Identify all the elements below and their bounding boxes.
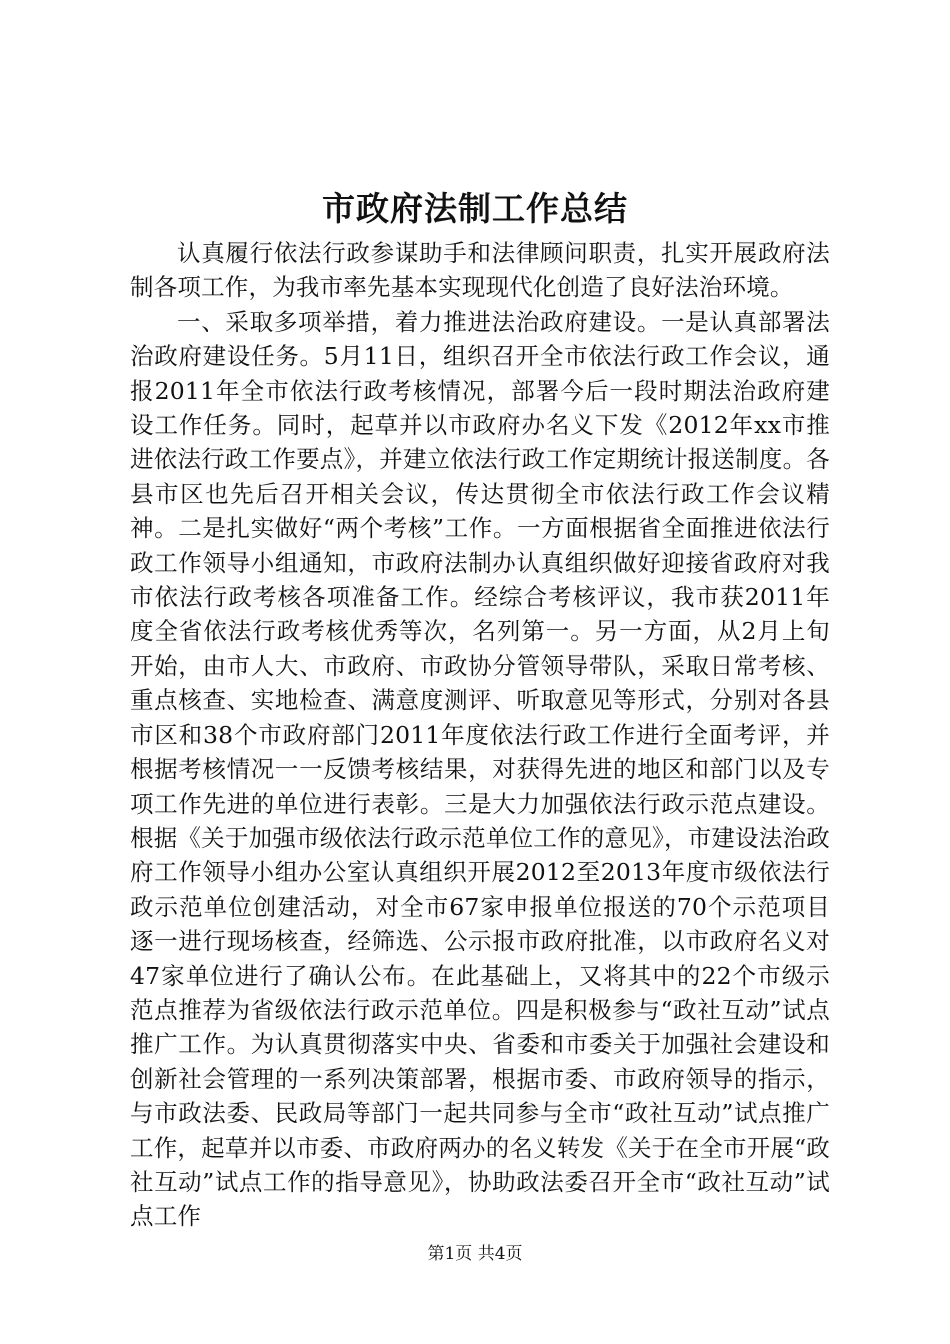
page-number-footer: 第1页 共4页 [427, 1244, 523, 1264]
paragraph-intro: 认真履行依法行政参谋助手和法律顾问职责，扎实开展政府法制各项工作，为我市率先基本实现现代化创造了良好法治环境。 [130, 239, 830, 302]
paragraph-section-one: 一、采取多项举措，着力推进法治政府建设。一是认真部署法治政府建设任务。5月11日，组织召开全市依法行政工作会议，通报2011年全市依法行政考核情况，部署今后一段时期法治政府建设工作任务。同时，起草并以市政府办名义下发《2012年xx市推进依法行政工作要点》，并建立依法行政工作定期统计报送制度。各县市区也先后召开相关会议，传达贯彻全市依法行政工作会议精神。二是扎实做好“两个考核”工作。一方面根据省全面推进依法行政工作领导小组通知，市政府法制办认真组织做好迎接省政府对我市依法行政考核各项准备工作。经综合考核评议，我市获2011年度全省依法行政考核优秀等次，名列第一。另一方面，从2月上旬开始，由市人大、市政府、市政协分管领导带队，采取日常考核、重点核查、实地检查、满意度测评、听取意见等形式，分别对各县市区和38个市政府部门2011年度依法行政工作进行全面考评，并根据考核情况一一反馈考核结果，对获得先进的地区和部门以及专项工作先进的单位进行表彰。三是大力加强依法行政示范点建设。根据《关于加强市级依法行政示范单位工作的意见》，市建设法治政府工作领导小组办公室认真组织开展2012至2013年度市级依法行政示范单位创建活动，对全市67家申报单位报送的70个示范项目逐一进行现场核查，经筛选、公示报市政府批准，以市政府名义对47家单位进行了确认公布。在此基础上，又将其中的22个市级示范点推荐为省级依法行政示范单位。四是积极参与“政社互动”试点推广工作。为认真贯彻落实中央、省委和市委关于加强社会建设和创新社会管理的一系列决策部署，根据市委、市政府领导的指示，与市政法委、民政局等部门一起共同参与全市“政社互动”试点推广工作，起草并以市委、市政府两办的名义转发《关于在全市开展“政社互动”试点工作的指导意见》，协助政法委召开全市“政社互动”试点工作 [130, 307, 830, 1231]
document-body [130, 236, 830, 1234]
document-title: 市政府法制工作总结 [322, 189, 628, 228]
